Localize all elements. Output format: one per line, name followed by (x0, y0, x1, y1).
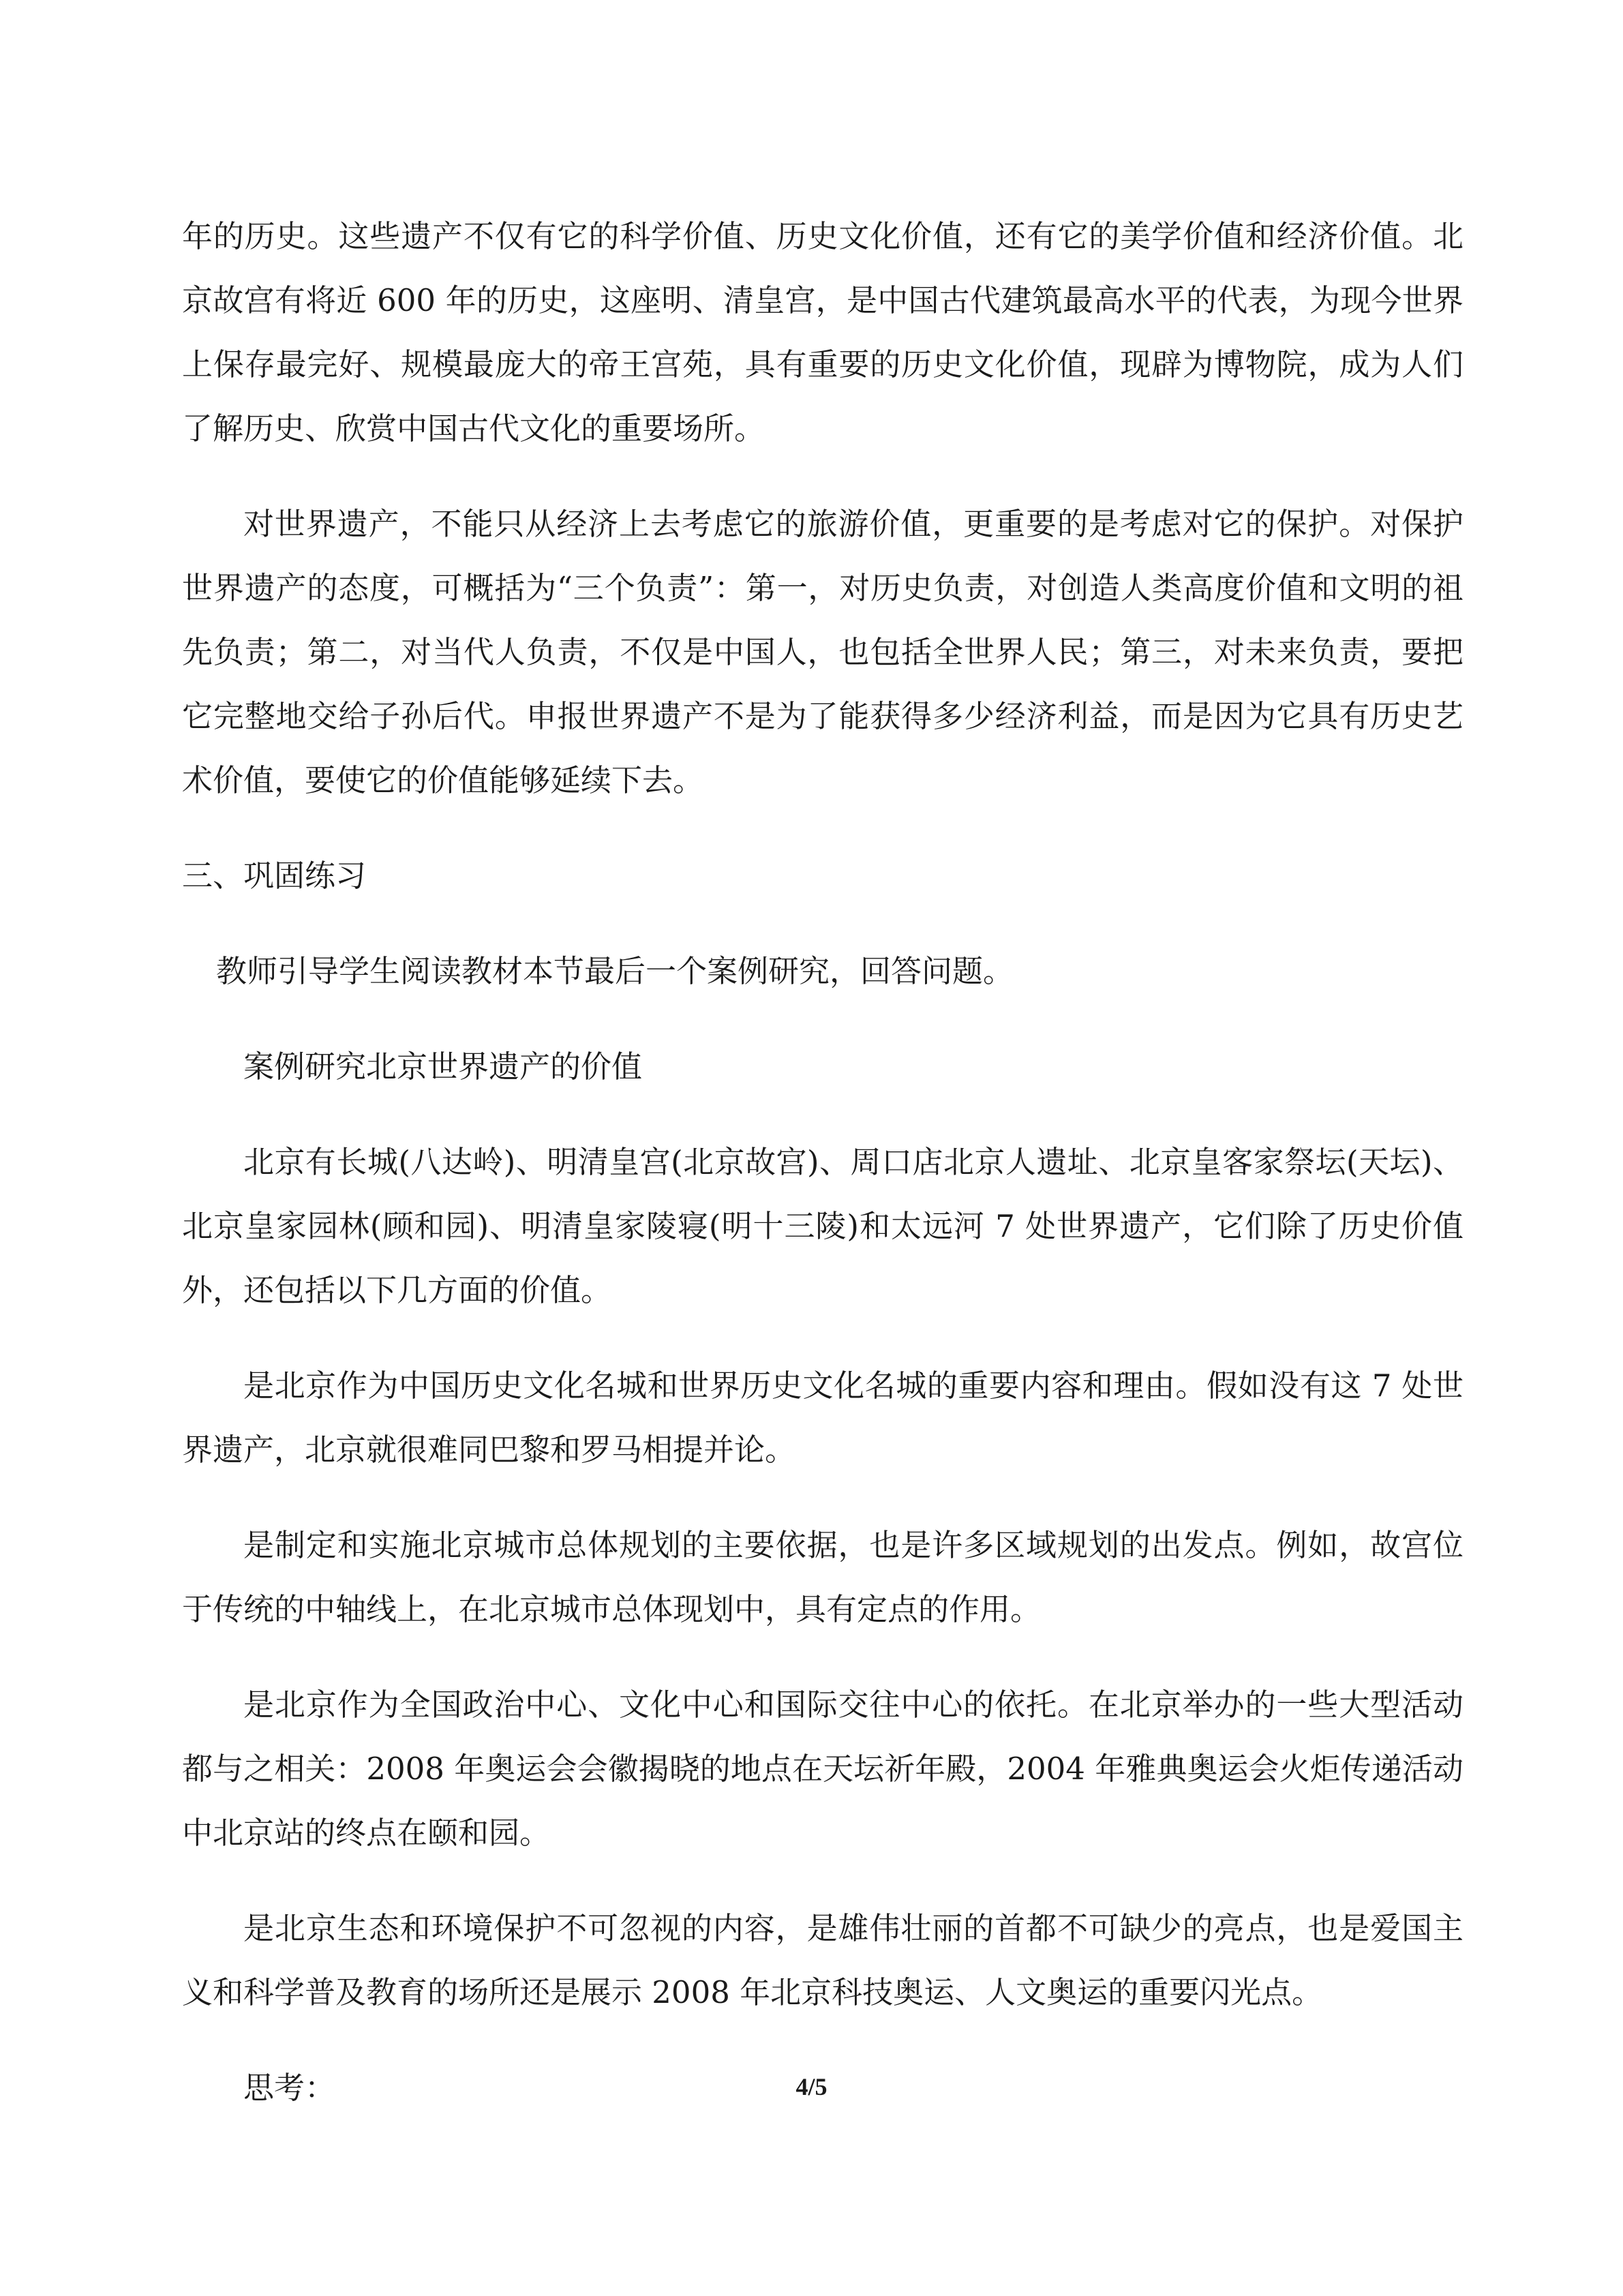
instruction-text: 教师引导学生阅读教材本节最后一个案例研究，回答问题。 (216, 953, 1014, 989)
case-paragraph-heritage-list: 北京有长城(八达岭)、明清皇宫(北京故宫)、周口店北京人遗址、北京皇客家祭坛(天坛)、北京皇家园林(顾和园)、明清皇家陵寝(明十三陵)和太远河 7 处世界遗产，它们除了历史价值外，还包括以下几方面的价值。 (182, 1144, 1463, 1308)
case-paragraph-political-center: 是北京作为全国政治中心、文化中心和国际交往中心的依托。在北京举办的一些大型活动都与之相关：2008 年奥运会会徽揭晓的地点在天坛祈年殿，2004 年雅典奥运会火炬传递活动中北京站的终点在颐和园。 (182, 1687, 1463, 1851)
paragraph-protection: 对世界遗产，不能只从经济上去考虑它的旅游价值，更重要的是考虑对它的保护。对保护世界遗产的态度，可概括为“三个负责”：第一，对历史负责，对创造人类高度价值和文明的祖先负责；第二，对当代人负责，不仅是中国人，也包括全世界人民；第三，对未来负责，要把它完整地交给子孙后代。申报世界遗产不是为了能获得多少经济利益，而是因为它具有历史艺术价值，要使它的价值能够延续下去。 (182, 506, 1463, 798)
case-paragraph-urban-planning: 是制定和实施北京城市总体规划的主要依据，也是许多区域规划的出发点。例如，故宫位于传统的中轴线上，在北京城市总体现划中，具有定点的作用。 (182, 1527, 1463, 1627)
case-paragraph-historic-city: 是北京作为中国历史文化名城和世界历史文化名城的重要内容和理由。假如没有这 7 处世界遗产，北京就很难同巴黎和罗马相提并论。 (182, 1368, 1463, 1468)
document-body (182, 205, 1463, 2151)
paragraph-history-values: 年的历史。这些遗产不仅有它的科学价值、历史文化价值，还有它的美学价值和经济价值。北京故宫有将近 600 年的历史，这座明、清皇宫，是中国古代建筑最高水平的代表，为现今世界上保存最完好、规模最庞大的帝王宫苑，具有重要的历史文化价值，现辟为博物院，成为人们了解历史、欣赏中国古代文化的重要场所。 (182, 218, 1463, 447)
case-study-title: 案例研究北京世界遗产的价值 (243, 1048, 643, 1085)
thinking-label: 思考： (243, 2070, 336, 2106)
section-heading: 三、巩固练习 (182, 858, 367, 894)
page-number: 4/5 (795, 2073, 828, 2100)
case-paragraph-ecology: 是北京生态和环境保护不可忽视的内容，是雄伟壮丽的首都不可缺少的亮点，也是爱国主义和科学普及教育的场所还是展示 2008 年北京科技奥运、人文奥运的重要闪光点。 (182, 1910, 1463, 2010)
